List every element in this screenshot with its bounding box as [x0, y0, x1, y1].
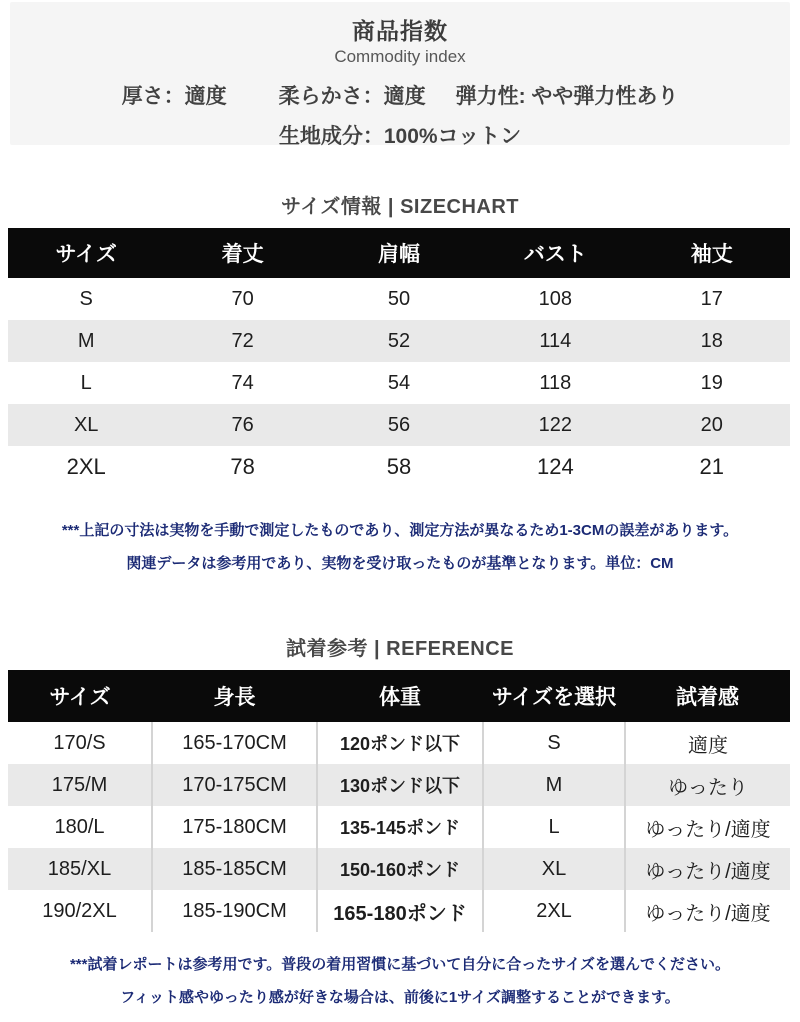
- sizechart-notes: [0, 514, 800, 580]
- cell-height: 170-175CM: [152, 764, 317, 806]
- cell-sleeve: 19: [700, 371, 723, 394]
- reference-heading: 試着参考 | REFERENCE: [285, 638, 515, 660]
- cell-bust: 114: [477, 320, 633, 362]
- reference-col-size: サイズ: [8, 670, 152, 722]
- table-row: [8, 848, 790, 890]
- cell-fit: 適度: [625, 722, 790, 764]
- table-row: [8, 404, 790, 446]
- sizechart-header-row: [8, 228, 790, 278]
- cell-height: 165-170CM: [152, 722, 317, 764]
- cell-select-size: 2XL: [483, 890, 625, 932]
- property-thickness: 厚さ：適度: [121, 85, 227, 108]
- table-row: [8, 764, 790, 806]
- note-line: ***試着レポートは参考用です。普段の着用習慣に基づいて自分に合ったサイズを選んでください。: [69, 956, 731, 973]
- cell-shoulder: 52: [321, 320, 477, 362]
- cell-length: 70: [231, 287, 254, 310]
- cell-weight: 130ポンド以下: [317, 764, 483, 806]
- sizechart-col-shoulder: 肩幅: [321, 228, 477, 278]
- reference-notes: [0, 948, 800, 1014]
- note-line: ***上記の寸法は実物を手動で測定したものであり、測定方法が異なるため1-3CMの誤差があります。: [61, 522, 739, 539]
- sizechart-col-sleeve: 袖丈: [634, 228, 790, 278]
- product-properties: [10, 80, 790, 110]
- reference-col-weight: 体重: [317, 670, 483, 722]
- cell-shoulder: 54: [387, 371, 411, 394]
- cell-shoulder: 50: [387, 287, 411, 310]
- cell-weight: 165-180ポンド: [317, 890, 483, 932]
- cell-select-size: S: [483, 722, 625, 764]
- cell-size: 185/XL: [8, 848, 152, 890]
- cell-select-size: XL: [483, 848, 625, 890]
- cell-sleeve: 18: [634, 320, 790, 362]
- cell-size: L: [80, 371, 92, 394]
- table-row: [8, 362, 790, 404]
- reference-col-height: 身長: [152, 670, 317, 722]
- property-elasticity: 弾力性: やや弾力性あり: [455, 85, 679, 108]
- cell-fit: ゆったり/適度: [625, 890, 790, 932]
- cell-fit: ゆったり/適度: [625, 848, 790, 890]
- reference-header-row: [8, 670, 790, 722]
- cell-bust: 124: [537, 454, 574, 479]
- table-row: [8, 278, 790, 320]
- cell-bust: 108: [538, 287, 573, 310]
- note-line: 関連データは参考用であり、実物を受け取ったものが基準となります。単位：CM: [126, 555, 674, 572]
- cell-fit: ゆったり: [625, 764, 790, 806]
- panel-subtitle: Commodity index: [334, 47, 466, 66]
- cell-shoulder: 58: [386, 454, 412, 479]
- cell-length: 76: [164, 404, 320, 446]
- sizechart-col-bust: バスト: [477, 228, 633, 278]
- cell-size: 175/M: [8, 764, 152, 806]
- cell-sleeve: 17: [700, 287, 723, 310]
- cell-sleeve: 21: [699, 454, 725, 479]
- cell-fit: ゆったり/適度: [625, 806, 790, 848]
- commodity-index-panel: [10, 2, 790, 148]
- cell-weight: 120ポンド以下: [317, 722, 483, 764]
- cell-select-size: L: [483, 806, 625, 848]
- cell-length: 72: [164, 320, 320, 362]
- cell-height: 185-190CM: [152, 890, 317, 932]
- sizechart-table: [8, 228, 790, 488]
- fabric-composition: 生地成分：100%コットン: [278, 125, 522, 148]
- cell-shoulder: 56: [321, 404, 477, 446]
- sizechart-col-length: 着丈: [164, 228, 320, 278]
- cell-select-size: M: [483, 764, 625, 806]
- sizechart-heading: サイズ情報 | SIZECHART: [280, 196, 520, 218]
- cell-weight: 150-160ポンド: [317, 848, 483, 890]
- note-line: フィット感やゆったり感が好きな場合は、前後に1サイズ調整することができます。: [120, 989, 680, 1006]
- panel-title: 商品指数: [352, 18, 448, 44]
- reference-table: [8, 670, 790, 932]
- cell-length: 78: [230, 454, 255, 479]
- table-row: [8, 722, 790, 764]
- table-row: [8, 806, 790, 848]
- cell-height: 185-185CM: [152, 848, 317, 890]
- cell-size: M: [8, 320, 164, 362]
- cell-size: XL: [8, 404, 164, 446]
- cell-weight: 135-145ポンド: [317, 806, 483, 848]
- cell-sleeve: 20: [634, 404, 790, 446]
- table-row: [8, 446, 790, 488]
- cell-size: 190/2XL: [42, 899, 117, 922]
- table-row: [8, 320, 790, 362]
- cell-size: 180/L: [54, 815, 105, 838]
- cell-size: 170/S: [53, 731, 106, 754]
- table-row: [8, 890, 790, 932]
- sizechart-col-size: サイズ: [8, 228, 164, 278]
- property-softness: 柔らかさ：適度: [278, 85, 426, 108]
- cell-bust: 118: [539, 371, 572, 394]
- reference-col-fit: 試着感: [625, 670, 790, 722]
- cell-bust: 122: [477, 404, 633, 446]
- cell-size: S: [79, 287, 93, 310]
- cell-size: 2XL: [66, 454, 106, 479]
- cell-length: 74: [231, 371, 254, 394]
- reference-col-select-size: サイズを選択: [483, 670, 625, 722]
- cell-height: 175-180CM: [152, 806, 317, 848]
